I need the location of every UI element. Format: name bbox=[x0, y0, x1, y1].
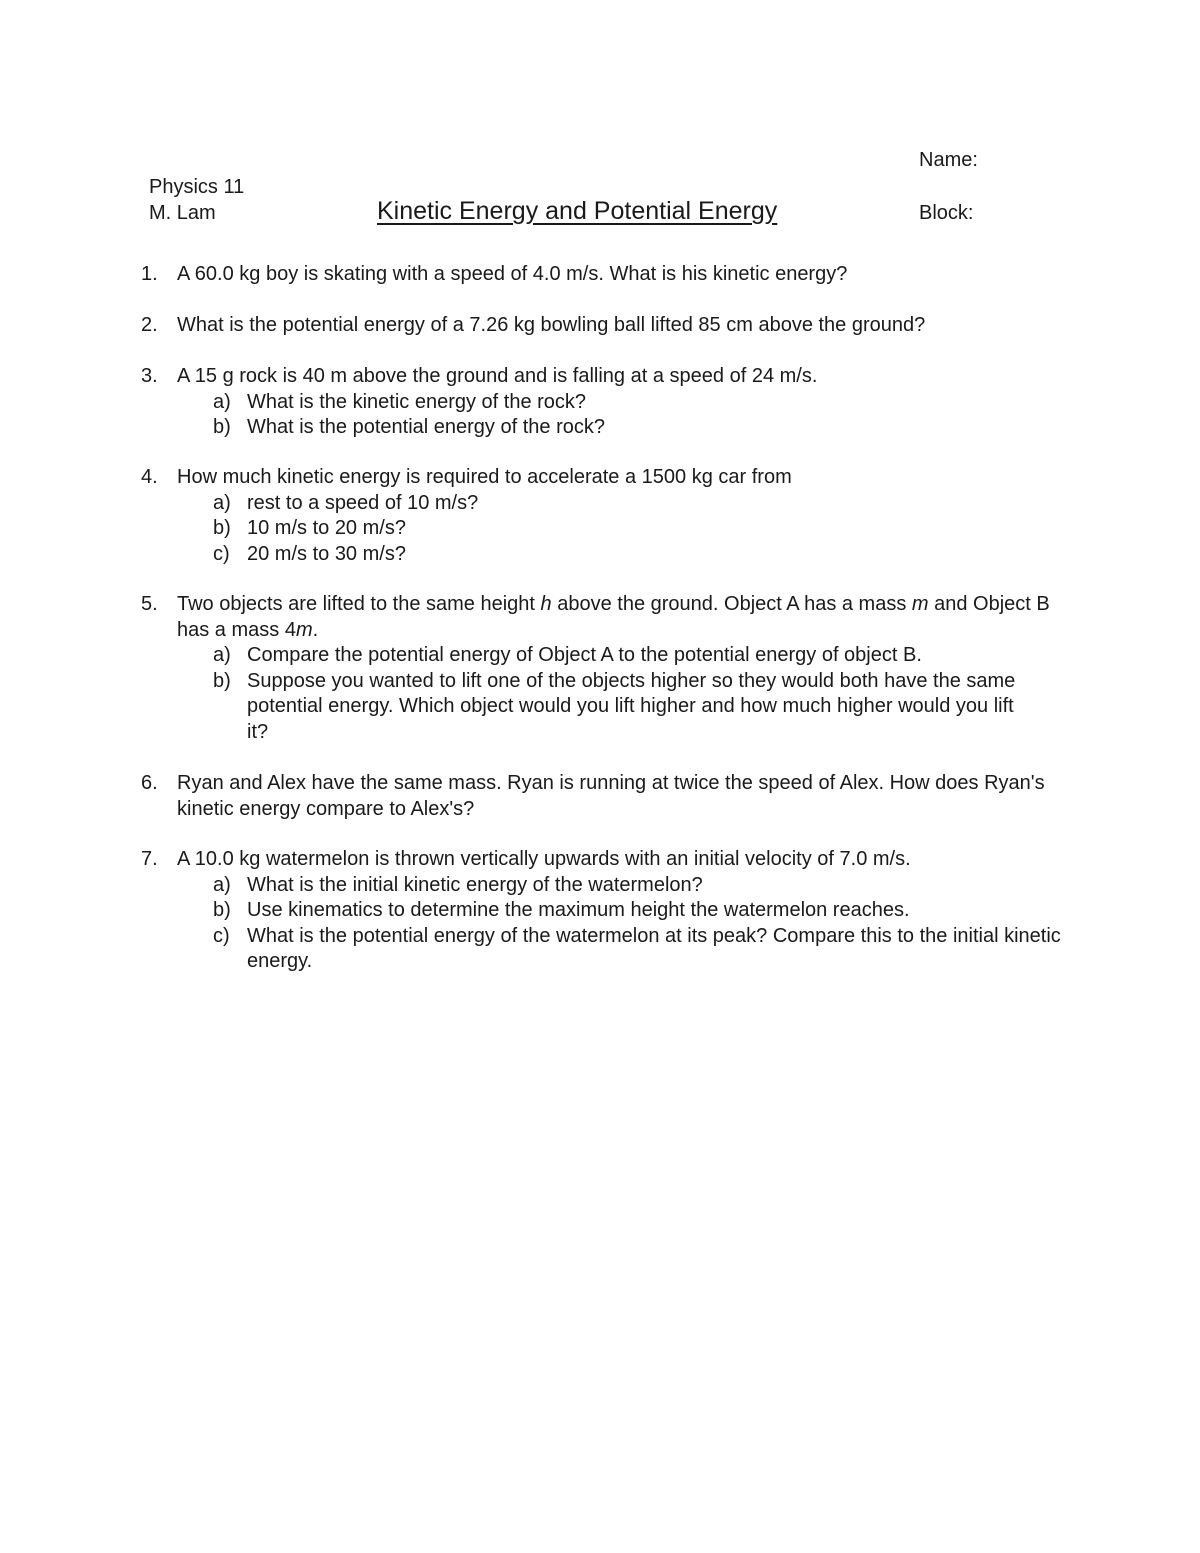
sub-question-label: b) bbox=[213, 517, 231, 539]
page-title: Kinetic Energy and Potential Energy bbox=[377, 197, 778, 225]
question-number: 3. bbox=[141, 365, 158, 387]
sub-question bbox=[177, 669, 1037, 746]
question-text: Two objects are lifted to the same height h above the ground. Object A has a mass m and Object B has a mass 4m. bbox=[177, 593, 1050, 641]
question-text: A 10.0 kg watermelon is thrown vertically upwards with an initial velocity of 7.0 m/s. bbox=[177, 848, 911, 870]
sub-question-label: c) bbox=[213, 924, 230, 947]
sub-question-label: a) bbox=[213, 873, 231, 896]
sub-question-label: b) bbox=[213, 669, 231, 692]
sub-question-list bbox=[177, 873, 1067, 975]
question-text: How much kinetic energy is required to accelerate a 1500 kg car from bbox=[177, 466, 792, 488]
sub-question-text: What is the potential energy of the watermelon at its peak? Compare this to the initial kinetic energy. bbox=[247, 924, 1061, 972]
course-name: Physics 11 bbox=[149, 176, 245, 198]
sub-question-list bbox=[177, 491, 1067, 568]
sub-question-text: What is the kinetic energy of the rock? bbox=[247, 390, 587, 413]
sub-question-text: What is the potential energy of the rock? bbox=[247, 416, 605, 438]
question-number: 6. bbox=[141, 772, 158, 794]
sub-question-label: c) bbox=[213, 542, 230, 565]
sub-question bbox=[177, 415, 1067, 441]
sub-question-text: Suppose you wanted to lift one of the objects higher so they would both have the same potential energy. Which object would you lift higher and how much higher would you lift it? bbox=[247, 669, 1016, 743]
teacher-name: M. Lam bbox=[149, 202, 216, 224]
question-6 bbox=[141, 771, 1067, 822]
variable-m: m bbox=[295, 618, 313, 641]
sub-question-list bbox=[177, 643, 1067, 745]
sub-question-list bbox=[177, 390, 1067, 441]
question-number: 2. bbox=[141, 314, 158, 336]
block-label: Block: bbox=[919, 202, 974, 224]
sub-question bbox=[177, 390, 1067, 416]
question-number: 4. bbox=[141, 466, 158, 488]
sub-question-text: Use kinematics to determine the maximum height the watermelon reaches. bbox=[247, 899, 910, 921]
variable-h: h bbox=[540, 593, 552, 615]
sub-question-label: a) bbox=[213, 491, 231, 514]
sub-question bbox=[177, 643, 1067, 669]
question-5 bbox=[141, 592, 1067, 745]
question-text: Ryan and Alex have the same mass. Ryan is running at twice the speed of Alex. How does Ryan's kinetic energy compare to Alex's? bbox=[177, 772, 1045, 820]
sub-question bbox=[177, 873, 1067, 899]
sub-question-text: Compare the potential energy of Object A to the potential energy of object B. bbox=[247, 644, 922, 666]
question-number: 7. bbox=[141, 848, 158, 870]
sub-question bbox=[177, 924, 1067, 975]
sub-question bbox=[177, 491, 1067, 517]
sub-question bbox=[177, 898, 1067, 924]
question-3 bbox=[141, 364, 1067, 441]
sub-question-label: a) bbox=[213, 390, 231, 413]
sub-question-text: 20 m/s to 30 m/s? bbox=[247, 542, 406, 565]
question-number: 5. bbox=[141, 593, 158, 615]
sub-question-label: a) bbox=[213, 644, 231, 666]
sub-question bbox=[177, 542, 1067, 568]
sub-question-text: 10 m/s to 20 m/s? bbox=[247, 517, 406, 539]
question-1 bbox=[141, 262, 1067, 288]
question-text: A 60.0 kg boy is skating with a speed of 4.0 m/s. What is his kinetic energy? bbox=[177, 263, 848, 285]
sub-question-text: What is the initial kinetic energy of the watermelon? bbox=[247, 873, 703, 896]
sub-question-text: rest to a speed of 10 m/s? bbox=[247, 491, 479, 514]
question-2 bbox=[141, 313, 1067, 339]
name-label: Name: bbox=[919, 149, 978, 171]
sub-question-label: b) bbox=[213, 899, 231, 921]
question-text: What is the potential energy of a 7.26 kg bowling ball lifted 85 cm above the ground? bbox=[177, 314, 926, 336]
question-4 bbox=[141, 465, 1067, 567]
variable-m: m bbox=[911, 593, 929, 615]
question-number: 1. bbox=[141, 263, 158, 285]
question-text: A 15 g rock is 40 m above the ground and is falling at a speed of 24 m/s. bbox=[177, 365, 818, 387]
question-7 bbox=[141, 847, 1067, 975]
sub-question bbox=[177, 516, 1067, 542]
sub-question-label: b) bbox=[213, 416, 231, 438]
